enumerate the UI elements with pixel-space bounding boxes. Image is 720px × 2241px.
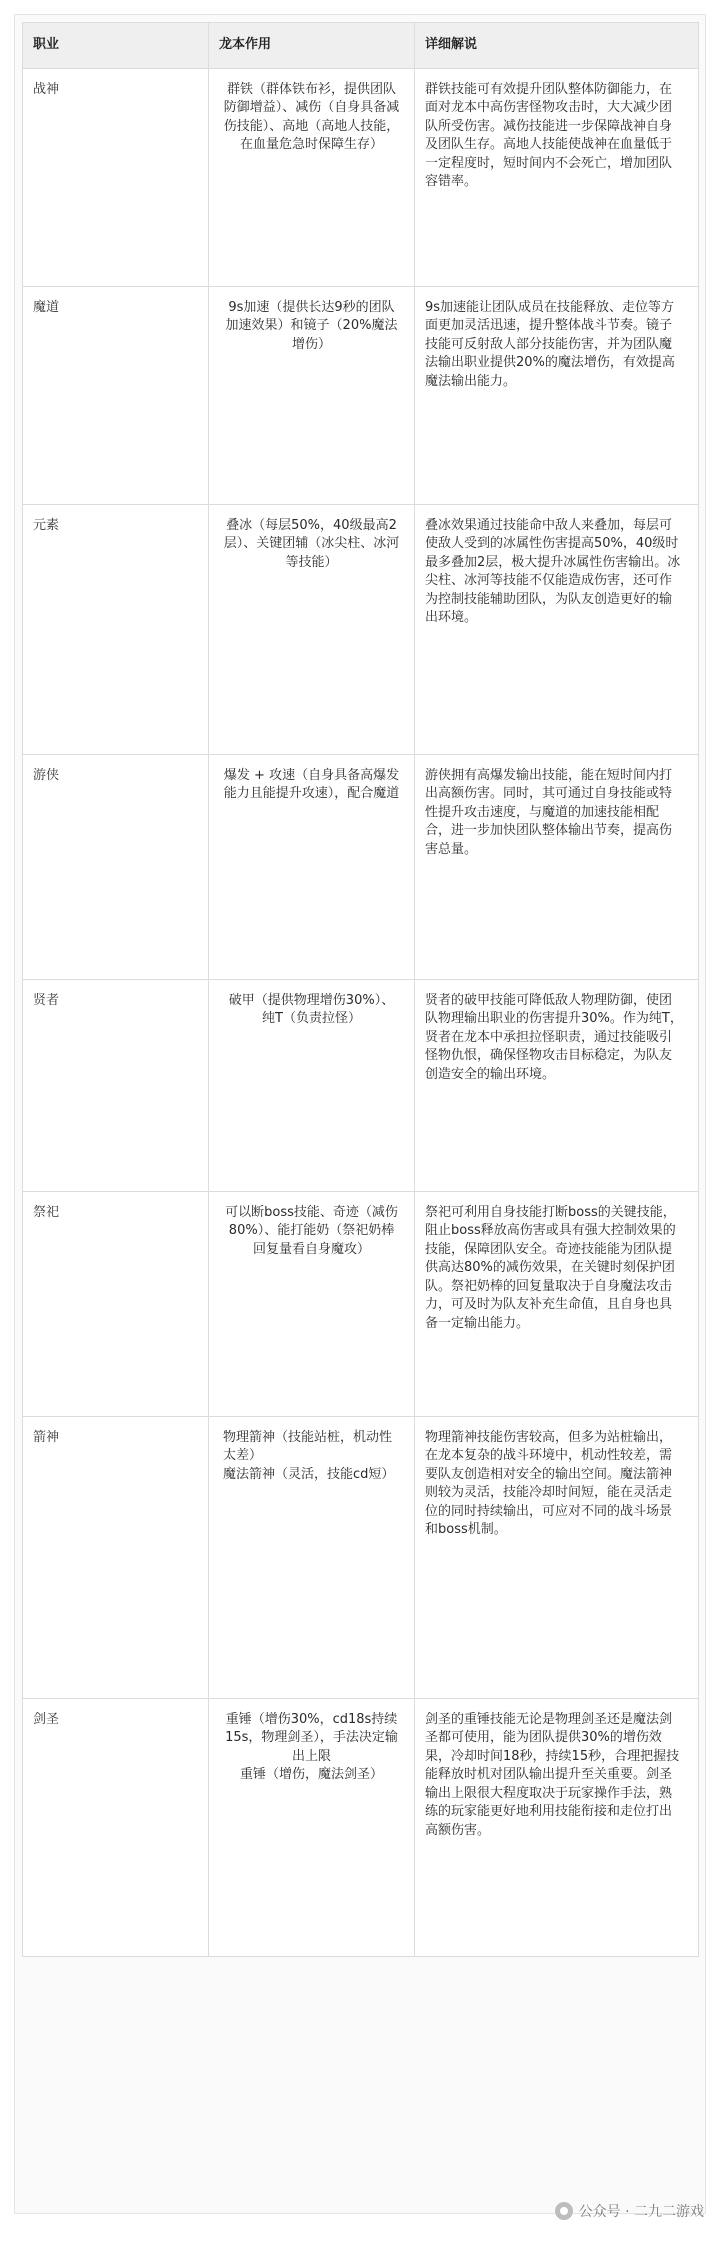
- cell-detail: 祭祀可利用自身技能打断boss的关键技能，阻止boss释放高伤害或具有强大控制效果的技能，保障团队安全。奇迹技能能为团队提供高达80%的减伤效果，在关键时刻保护团队。祭祀奶棒的回复量取决于自身魔法攻击力，可及时为队友补充生命值，且自身也具备一定输出能力。: [415, 1191, 699, 1416]
- cell-role: 破甲（提供物理增伤30%）、纯T（负责拉怪）: [209, 979, 415, 1191]
- table-header-row: [23, 23, 699, 69]
- header-detail: 详细解说: [415, 23, 699, 69]
- cell-role: 物理箭神（技能站桩，机动性太差） 魔法箭神（灵活，技能cd短）: [209, 1416, 415, 1698]
- cell-role: 9s加速（提供长达9秒的团队加速效果）和镜子（20%魔法增伤）: [209, 286, 415, 504]
- table-row: [23, 504, 699, 754]
- cell-detail: 叠冰效果通过技能命中敌人来叠加，每层可使敌人受到的冰属性伤害提高50%，40级时最多叠加2层，极大提升冰属性伤害输出。冰尖柱、冰河等技能不仅能造成伤害，还可作为控制技能辅助团队，为队友创造更好的输出环境。: [415, 504, 699, 754]
- cell-job: 游侠: [23, 754, 209, 979]
- watermark: [555, 2201, 704, 2221]
- cell-job: 元素: [23, 504, 209, 754]
- table-row: [23, 68, 699, 286]
- cell-job: 战神: [23, 68, 209, 286]
- cell-role: 爆发 + 攻速（自身具备高爆发能力且能提升攻速），配合魔道: [209, 754, 415, 979]
- table-row: [23, 1416, 699, 1698]
- wechat-icon: [555, 2202, 573, 2220]
- cell-job: 祭祀: [23, 1191, 209, 1416]
- header-role: 龙本作用: [209, 23, 415, 69]
- table-row: [23, 754, 699, 979]
- cell-role: 群铁（群体铁布衫，提供团队防御增益）、减伤（自身具备减伤技能）、高地（高地人技能，在血量危急时保障生存）: [209, 68, 415, 286]
- cell-detail: 群铁技能可有效提升团队整体防御能力，在面对龙本中高伤害怪物攻击时，大大减少团队所受伤害。减伤技能进一步保障战神自身及团队生存。高地人技能使战神在血量低于一定程度时，短时间内不会死亡，增加团队容错率。: [415, 68, 699, 286]
- cell-job: 箭神: [23, 1416, 209, 1698]
- cell-detail: 剑圣的重锤技能无论是物理剑圣还是魔法剑圣都可使用，能为团队提供30%的增伤效果，冷却时间18秒，持续15秒，合理把握技能释放时机对团队输出提升至关重要。剑圣输出上限很大程度取决于玩家操作手法，熟练的玩家能更好地利用技能衔接和走位打出高额伤害。: [415, 1698, 699, 1956]
- cell-detail: 游侠拥有高爆发输出技能，能在短时间内打出高额伤害。同时，其可通过自身技能或特性提升攻击速度，与魔道的加速技能相配合，进一步加快团队整体输出节奏，提高伤害总量。: [415, 754, 699, 979]
- watermark-text: 公众号 · 二九二游戏: [578, 2204, 704, 2220]
- cell-job: 剑圣: [23, 1698, 209, 1956]
- table-row: [23, 979, 699, 1191]
- table-row: [23, 1191, 699, 1416]
- cell-detail: 贤者的破甲技能可降低敌人物理防御，使团队物理输出职业的伤害提升30%。作为纯T，贤者在龙本中承担拉怪职责，通过技能吸引怪物仇恨，确保怪物攻击目标稳定，为队友创造安全的输出环境。: [415, 979, 699, 1191]
- cell-role: 可以断boss技能、奇迹（减伤80%）、能打能奶（祭祀奶棒回复量看自身魔攻）: [209, 1191, 415, 1416]
- job-role-table: [22, 22, 699, 1957]
- header-job: 职业: [23, 23, 209, 69]
- cell-role: 叠冰（每层50%，40级最高2层）、关键团辅（冰尖柱、冰河等技能）: [209, 504, 415, 754]
- cell-detail: 9s加速能让团队成员在技能释放、走位等方面更加灵活迅速，提升整体战斗节奏。镜子技能可反射敌人部分技能伤害，并为团队魔法输出职业提供20%的魔法增伤，有效提高魔法输出能力。: [415, 286, 699, 504]
- cell-job: 魔道: [23, 286, 209, 504]
- table-row: [23, 1698, 699, 1956]
- table-row: [23, 286, 699, 504]
- cell-detail: 物理箭神技能伤害较高，但多为站桩输出，在龙本复杂的战斗环境中，机动性较差，需要队友创造相对安全的输出空间。魔法箭神则较为灵活，技能冷却时间短，能在灵活走位的同时持续输出，可应对不同的战斗场景和boss机制。: [415, 1416, 699, 1698]
- cell-role: 重锤（增伤30%，cd18s持续15s，物理剑圣），手法决定输出上限 重锤（增伤，魔法剑圣）: [209, 1698, 415, 1956]
- cell-job: 贤者: [23, 979, 209, 1191]
